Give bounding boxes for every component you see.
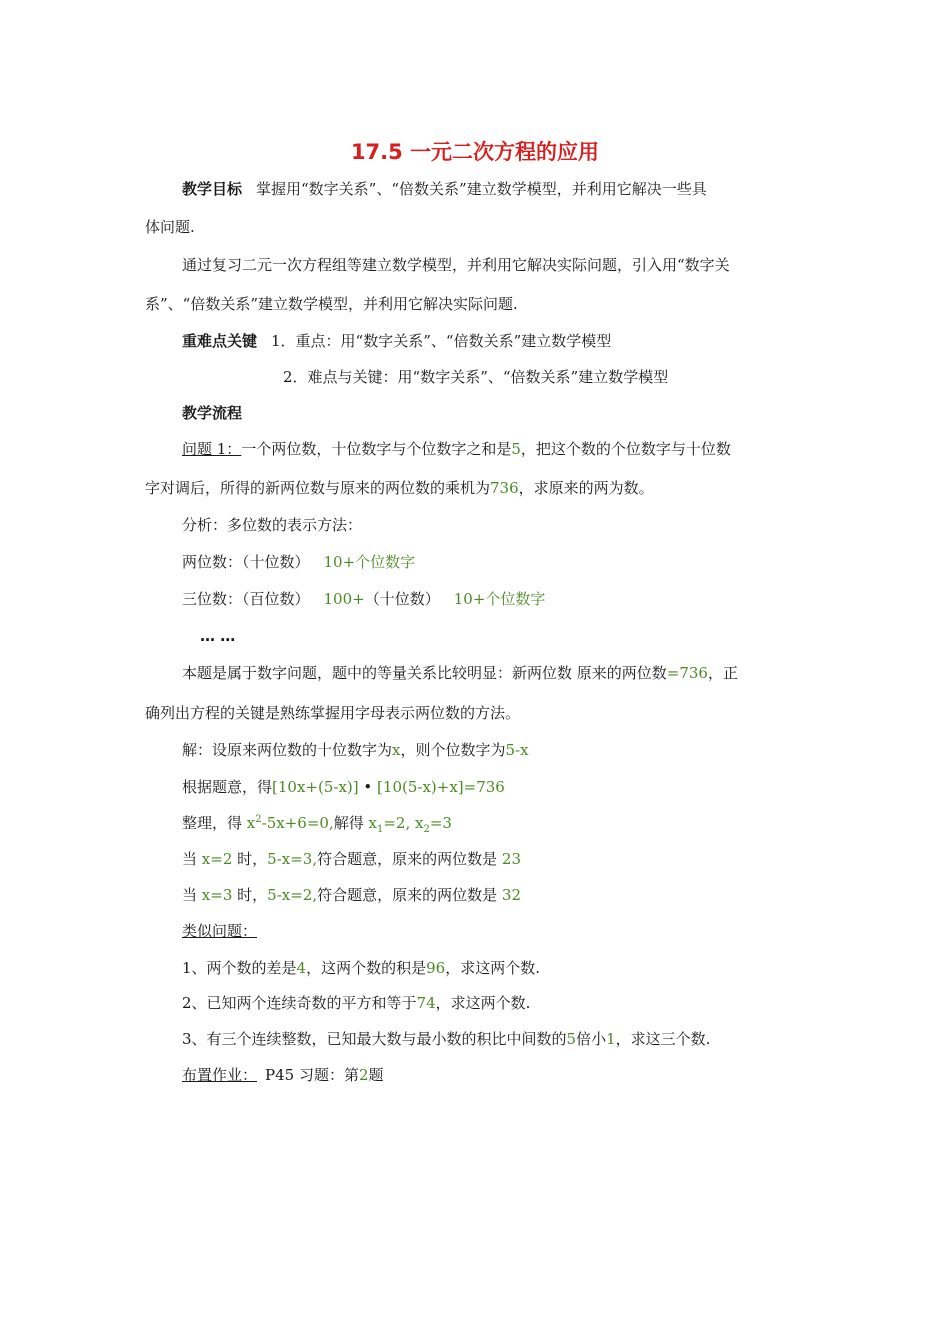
solution-line5 bbox=[182, 884, 521, 906]
q2-n: 74 bbox=[416, 994, 436, 1012]
q2-a: 2、已知两个连续奇数的平方和等于 bbox=[182, 994, 417, 1012]
sol5-a: 当 bbox=[182, 886, 198, 904]
q3-n2: 1 bbox=[606, 1030, 616, 1048]
two-digit-line bbox=[182, 551, 415, 573]
sol2-dot: • bbox=[363, 778, 373, 796]
problem-text-a2: ，把这个数的个位数字与十位数 bbox=[520, 440, 731, 458]
keypoints-label: 重难点关键 bbox=[182, 332, 258, 350]
sol5-e: 符合题意，原来的两位数是 bbox=[317, 886, 498, 904]
sol4-e: 符合题意，原来的两位数是 bbox=[317, 850, 498, 868]
sol4-c: 时， bbox=[237, 850, 268, 868]
sol3-g: =3 bbox=[429, 814, 452, 832]
sol2-b: [10x+(5-x)] bbox=[272, 778, 359, 796]
objectives-line2: 通过复习二元一次方程组等建立数学模型，并利用它解决实际问题，引入用“数字关 bbox=[182, 256, 730, 274]
solution-line2 bbox=[182, 776, 505, 798]
ellipsis: … … bbox=[200, 627, 236, 645]
q1-n2: 96 bbox=[426, 959, 446, 977]
sol3-b: x bbox=[246, 814, 256, 832]
q3-n1: 5 bbox=[566, 1030, 577, 1048]
objectives-line1 bbox=[182, 178, 707, 200]
homework-text: P45 习题：第 bbox=[265, 1066, 359, 1084]
similar-label: 类似问题： bbox=[182, 922, 258, 940]
problem-text-b: 字对调后，所得的新两位数与原来的两位数的乘机为 bbox=[145, 479, 491, 497]
q1-n1: 4 bbox=[296, 959, 307, 977]
objectives-text: 掌握用“数字关系”、“倍数关系”建立数学模型，并利用它解决一些具 bbox=[256, 180, 707, 198]
keypoint-item-1: 1．重点：用“数字关系”、“倍数关系”建立数学模型 bbox=[271, 332, 612, 350]
solution-line4 bbox=[182, 848, 521, 870]
sol3-e: x bbox=[368, 814, 377, 832]
sol5-c: 时， bbox=[237, 886, 268, 904]
problem-text-b2: ，求原来的两为数。 bbox=[518, 479, 654, 497]
q3-a: 3、有三个连续整数，已知最大数与最小数的积比中间数的 bbox=[182, 1030, 567, 1048]
sol4-a: 当 bbox=[182, 850, 198, 868]
three-digit-d: 10+个位数字 bbox=[453, 590, 546, 608]
sol3-sub1: 1 bbox=[376, 824, 384, 835]
problem-text-a: 一个两位数，十位数字与个位数字之和是 bbox=[241, 440, 512, 458]
three-digit-c: （十位数） bbox=[364, 590, 440, 608]
note-text-a: 本题是属于数字问题，题中的等量关系比较明显：新两位数 原来的两位数 bbox=[182, 664, 667, 682]
sol3-equation bbox=[247, 814, 334, 832]
q2-b: ，求这两个数. bbox=[435, 994, 531, 1012]
keypoint-item-2: 2．难点与关键：用“数字关系”、“倍数关系”建立数学模型 bbox=[283, 368, 669, 386]
q1-c: ，求这两个数. bbox=[445, 959, 540, 977]
sol4-b: x=2 bbox=[201, 850, 233, 868]
analysis-line: 分析：多位数的表示方法： bbox=[182, 516, 363, 534]
note-line2: 确列出方程的关键是熟练掌握用字母表示两位数的方法。 bbox=[145, 704, 521, 722]
three-digit-a: 三位数：（百位数） bbox=[182, 590, 310, 608]
keypoints-line1 bbox=[182, 330, 611, 352]
sol5-f: 32 bbox=[501, 886, 522, 904]
solution-line3 bbox=[182, 812, 452, 834]
note-num: =736 bbox=[666, 664, 708, 682]
sol3-a: 整理，得 bbox=[182, 814, 243, 832]
three-digit-b: 100+ bbox=[323, 590, 365, 608]
sol5-b: x=3 bbox=[201, 886, 233, 904]
sol5-d: 5-x=2, bbox=[267, 886, 318, 904]
homework-suffix: 题 bbox=[368, 1066, 384, 1084]
similar-q1 bbox=[182, 957, 540, 979]
three-digit-line bbox=[182, 588, 545, 610]
q3-b: 倍小 bbox=[576, 1030, 607, 1048]
problem-num-b: 736 bbox=[490, 479, 519, 497]
two-digit-a: 两位数：（十位数） bbox=[182, 553, 310, 571]
problem-label: 问题 1： bbox=[182, 440, 242, 458]
q1-b: ，这两个数的积是 bbox=[306, 959, 427, 977]
homework-num: 2 bbox=[358, 1066, 369, 1084]
homework-line bbox=[182, 1064, 384, 1086]
similar-q3 bbox=[182, 1028, 710, 1050]
solution-line1 bbox=[182, 739, 529, 761]
problem-num-a: 5 bbox=[511, 440, 521, 458]
sol3-f: =2, x bbox=[383, 814, 424, 832]
sol3-sub2: 2 bbox=[423, 824, 430, 835]
q1-a: 1、两个数的差是 bbox=[182, 959, 297, 977]
objectives-line2b: 系”、“倍数关系”建立数学模型，并利用它解决实际问题. bbox=[145, 295, 518, 313]
homework-label: 布置作业： bbox=[182, 1066, 258, 1084]
sol1-c: 5-x bbox=[505, 741, 529, 759]
sol3-sup: 2 bbox=[255, 814, 262, 825]
sol3-c: -5x+6=0, bbox=[261, 814, 334, 832]
sol1-a: 解：设原来两位数的十位数字为 bbox=[182, 741, 393, 759]
objectives-label: 教学目标 bbox=[182, 180, 243, 198]
flow-label: 教学流程 bbox=[182, 404, 243, 422]
note-text-a2: ，正 bbox=[707, 664, 738, 682]
sol1-b: ，则个位数字为 bbox=[400, 741, 506, 759]
q3-c: ，求这三个数. bbox=[615, 1030, 711, 1048]
sol4-d: 5-x=3, bbox=[267, 850, 318, 868]
similar-q2 bbox=[182, 992, 530, 1014]
sol2-c: [10(5-x)+x]=736 bbox=[377, 778, 505, 796]
sol3-d: 解得 bbox=[333, 814, 364, 832]
sol1-x: x bbox=[392, 741, 401, 759]
objectives-line1b: 体问题. bbox=[145, 218, 195, 236]
two-digit-b: 10+个位数字 bbox=[323, 553, 416, 571]
sol4-f: 23 bbox=[501, 850, 522, 868]
problem-line2 bbox=[145, 477, 654, 499]
problem-line1 bbox=[182, 438, 731, 460]
sol2-a: 根据题意，得 bbox=[182, 778, 273, 796]
note-line1 bbox=[182, 662, 738, 684]
sol3-roots bbox=[368, 814, 452, 835]
page-title: 17.5 一元二次方程的应用 bbox=[350, 140, 600, 164]
